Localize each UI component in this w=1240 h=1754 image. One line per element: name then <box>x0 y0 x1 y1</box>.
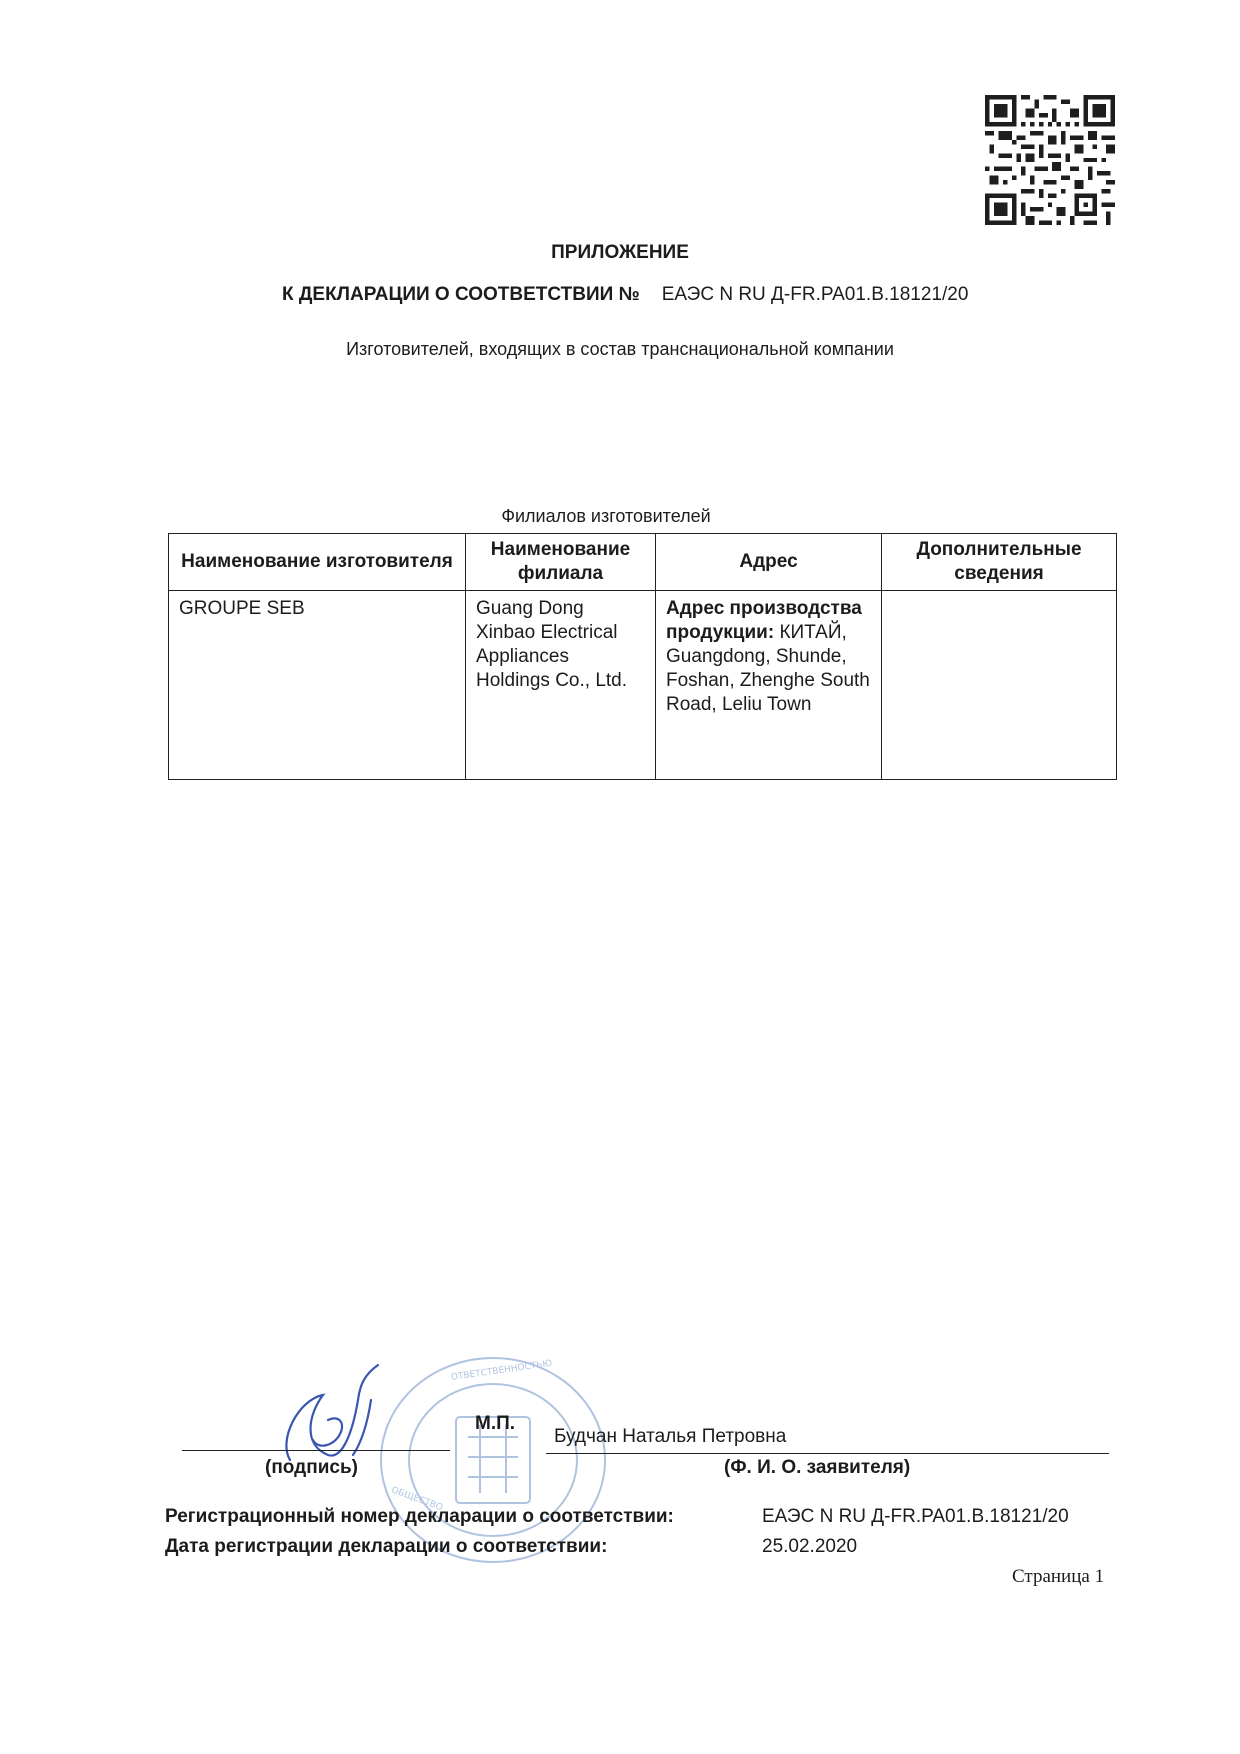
cell-extra <box>882 591 1117 780</box>
table-header-row <box>169 534 1117 591</box>
name-line <box>546 1453 1109 1454</box>
column-header-extra: Дополнительные сведения <box>882 534 1117 591</box>
column-header-manufacturer: Наименование изготовителя <box>169 534 466 591</box>
registration-date-row <box>165 1536 857 1558</box>
column-header-branch: Наименование филиала <box>466 534 656 591</box>
qr-code <box>985 95 1115 225</box>
table-row <box>169 591 1117 780</box>
registration-number-label: Регистрационный номер декларации о соответствии: <box>165 1506 674 1527</box>
document-description: Изготовителей, входящих в состав транснациональной компании <box>346 339 894 359</box>
cell-address <box>656 591 882 780</box>
address-label: Адрес производства продукции: <box>666 598 862 643</box>
branches-table <box>168 533 1117 780</box>
cell-branch: Guang Dong Xinbao Electrical Appliances Holdings Co., Ltd. <box>466 591 656 780</box>
declaration-line <box>282 284 968 306</box>
document-title: ПРИЛОЖЕНИЕ <box>551 242 689 263</box>
signature-line <box>182 1450 450 1451</box>
registration-number-value: ЕАЭС N RU Д-FR.PA01.B.18121/20 <box>762 1506 1069 1527</box>
applicant-name: Будчан Наталья Петровна <box>554 1426 787 1447</box>
name-caption: (Ф. И. О. заявителя) <box>724 1457 911 1478</box>
registration-date-label: Дата регистрации декларации о соответствии: <box>165 1536 608 1557</box>
registration-date-value: 25.02.2020 <box>762 1536 858 1557</box>
svg-text:ОТВЕТСТВЕННОСТЬЮ: ОТВЕТСТВЕННОСТЬЮ <box>450 1358 553 1383</box>
seal-label: М.П. <box>475 1413 516 1434</box>
registration-number-row <box>165 1506 1069 1528</box>
column-header-address: Адрес <box>656 534 882 591</box>
signature-caption: (подпись) <box>265 1457 358 1478</box>
page-number: Страница 1 <box>1012 1566 1105 1587</box>
declaration-label: К ДЕКЛАРАЦИИ О СООТВЕТСТВИИ № <box>282 284 640 305</box>
declaration-number: ЕАЭС N RU Д-FR.PA01.B.18121/20 <box>661 284 969 305</box>
cell-manufacturer: GROUPE SEB <box>169 591 466 780</box>
svg-text:ОБЩЕСТВО: ОБЩЕСТВО <box>389 1485 444 1514</box>
table-caption: Филиалов изготовителей <box>501 506 711 526</box>
address-value: КИТАЙ, Guangdong, Shunde, Foshan, Zhenghe South Road, Leliu Town <box>666 622 870 715</box>
